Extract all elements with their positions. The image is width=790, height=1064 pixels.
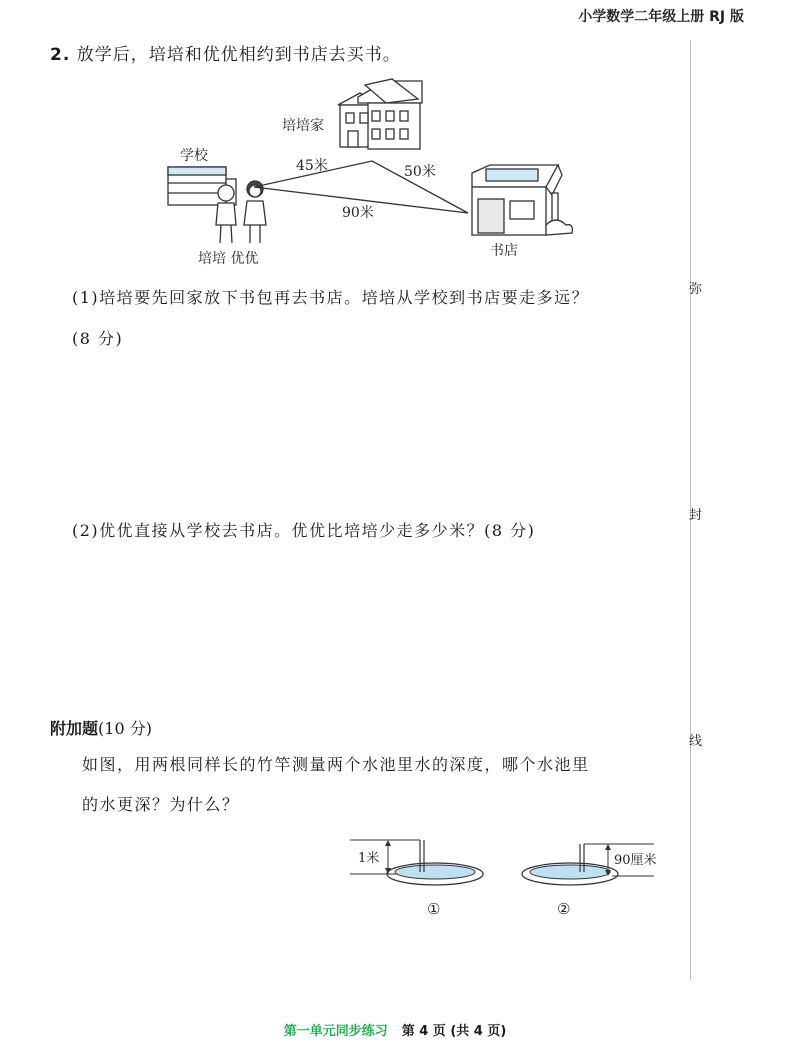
home-label: 培培家 [282,118,324,134]
pool-2-number: ② [557,900,571,918]
dist-home-store-label: 50米 [404,164,436,180]
kids-icon [216,181,266,243]
pool-2-label: 90厘米 [614,853,657,868]
part-2-question: (2)优优直接从学校去书店。优优比培培少走多少米？(8 分) [72,521,536,540]
bonus-line-2: 的水更深？为什么？ [82,795,240,814]
footer-section: 第一单元同步练习 [283,1024,388,1039]
pool-1-label: 1米 [358,851,380,866]
bonus-heading: 附加题 [50,719,99,738]
question-stem-text: 放学后，培培和优优相约到书店去买书。 [76,45,401,65]
question-number: 2. [50,45,71,65]
part-1-score: (8 分) [72,329,124,348]
dist-school-store-label: 90米 [342,205,374,221]
bonus-line-1: 如图，用两根同样长的竹竿测量两个水池里水的深度，哪个水池里 [82,755,590,774]
route-figure [160,75,580,270]
seal-mark-mi: 弥 [689,282,703,297]
pool-1-number: ① [427,900,441,918]
book-header: 小学数学二年级上册 RJ 版 [578,9,744,25]
footer-page-number: 第 4 页 (共 4 页) [401,1024,507,1039]
kids-label: 培培 优优 [198,251,259,267]
store-label: 书店 [490,243,518,259]
pools-figure [350,830,680,920]
seal-mark-feng: 封 [689,508,703,523]
seal-mark-xian: 线 [689,734,703,749]
bonus-title [50,716,152,739]
question-2-stem [50,40,401,65]
dist-school-home-label: 45米 [296,158,328,174]
page-footer [0,1020,790,1039]
house-icon [338,79,422,149]
bonus-score: (10 分) [98,719,152,738]
bookstore-icon [472,165,572,235]
part-1-question: (1)培培要先回家放下书包再去书店。培培从学校到书店要走多远？ [72,288,590,307]
school-label: 学校 [180,148,208,164]
